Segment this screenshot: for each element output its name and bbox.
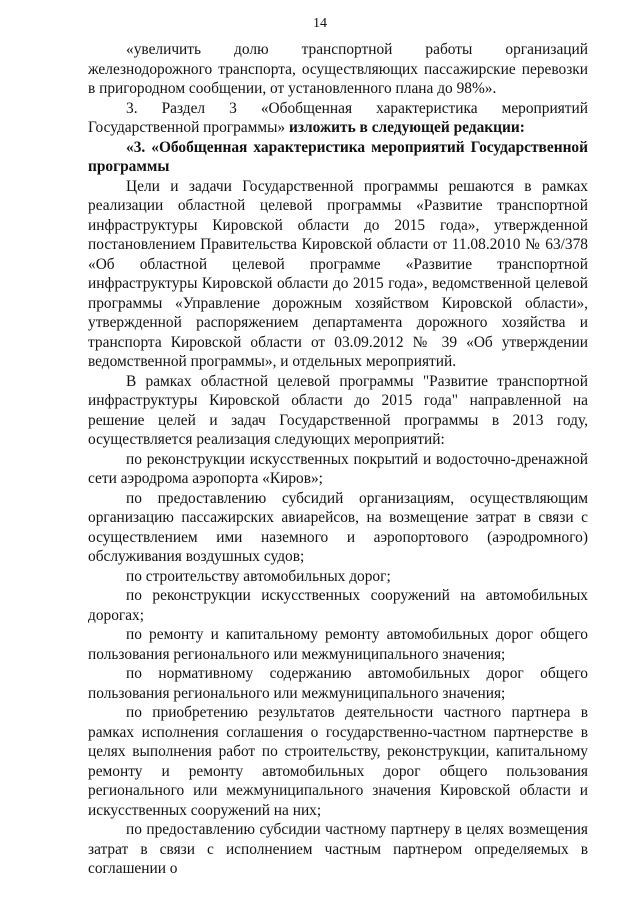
document-body bbox=[88, 40, 588, 879]
paragraph-section-3-amendment bbox=[88, 99, 588, 138]
list-item: по нормативному содержанию автомобильных дорог общего пользования регионального или межмуниципального значения; bbox=[88, 665, 588, 702]
paragraph-goals: Цели и задачи Государственной программы решаются в рамках реализации областной целевой программы «Развитие транспортной инфраструктуры Кировской области до 2015 года», утвержденной постановлением Правительства Кировской области от 11.08.2010 № 63/378 «Об областной целевой программе «Развитие транспортной инфраструктуры Кировской области до 2015 года», ведомственной целевой программы «Управление дорожным хозяйством Кировской области», утвержденной распоряжением департамента дорожного хозяйства и транспорта Кировской области от 03.09.2012 № 39 «Об утверждении ведомственной программы», и отдельных мероприятий. bbox=[88, 177, 588, 370]
paragraph-program-scope: В рамках областной целевой программы "Развитие транспортной инфраструктуры Кировской области до 2015 года" направленной на решение целей и задач Государственной программы в 2013 году, осуществляется реализация следующих мероприятий: bbox=[88, 372, 588, 448]
list-item: по реконструкции искусственных сооружений на автомобильных дорогах; bbox=[88, 587, 588, 624]
list-item: по реконструкции искусственных покрытий и водосточно-дренажной сети аэродрома аэропорта «Киров»; bbox=[88, 450, 588, 487]
list-item: по ремонту и капитальному ремонту автомобильных дорог общего пользования регионального или межмуниципального значения; bbox=[88, 626, 588, 663]
list-item: по строительству автомобильных дорог; bbox=[126, 567, 391, 585]
list-item: по приобретению результатов деятельности частного партнера в рамках исполнения соглашения о государственно-частном партнерстве в целях выполнения работ по строительству, реконструкции, капитальному ремонту и ремонту автомобильных дорог общего пользования регионального или межмуниципального значения Кировской области и искусственных сооружений на них; bbox=[88, 704, 588, 819]
section-heading: «3. «Обобщенная характеристика мероприятий Государственной программы bbox=[88, 138, 588, 175]
amendment-instruction: изложить в следующей редакции: bbox=[288, 119, 525, 136]
list-item: по предоставлению субсидий организациям, осуществляющим организацию пассажирских авиарейсов, на возмещение затрат в связи с осуществлением ими наземного и аэропортового (аэродромного) обслуживания воздушных судов; bbox=[88, 489, 588, 565]
amendment-text: 3. Раздел 3 «Обобщенная характеристика мероприятий Государственной программы» bbox=[88, 99, 588, 136]
page-number: 14 bbox=[313, 16, 327, 31]
paragraph-quote-target: «увеличить долю транспортной работы организаций железнодорожного транспорта, осуществляющих пассажирские перевозки в пригородном сообщении, от установленного плана до 98%». bbox=[88, 41, 588, 97]
list-item: по предоставлению субсидии частному партнеру в целях возмещения затрат в связи с исполнением частным партнером определяемых в соглашении о bbox=[88, 821, 588, 877]
